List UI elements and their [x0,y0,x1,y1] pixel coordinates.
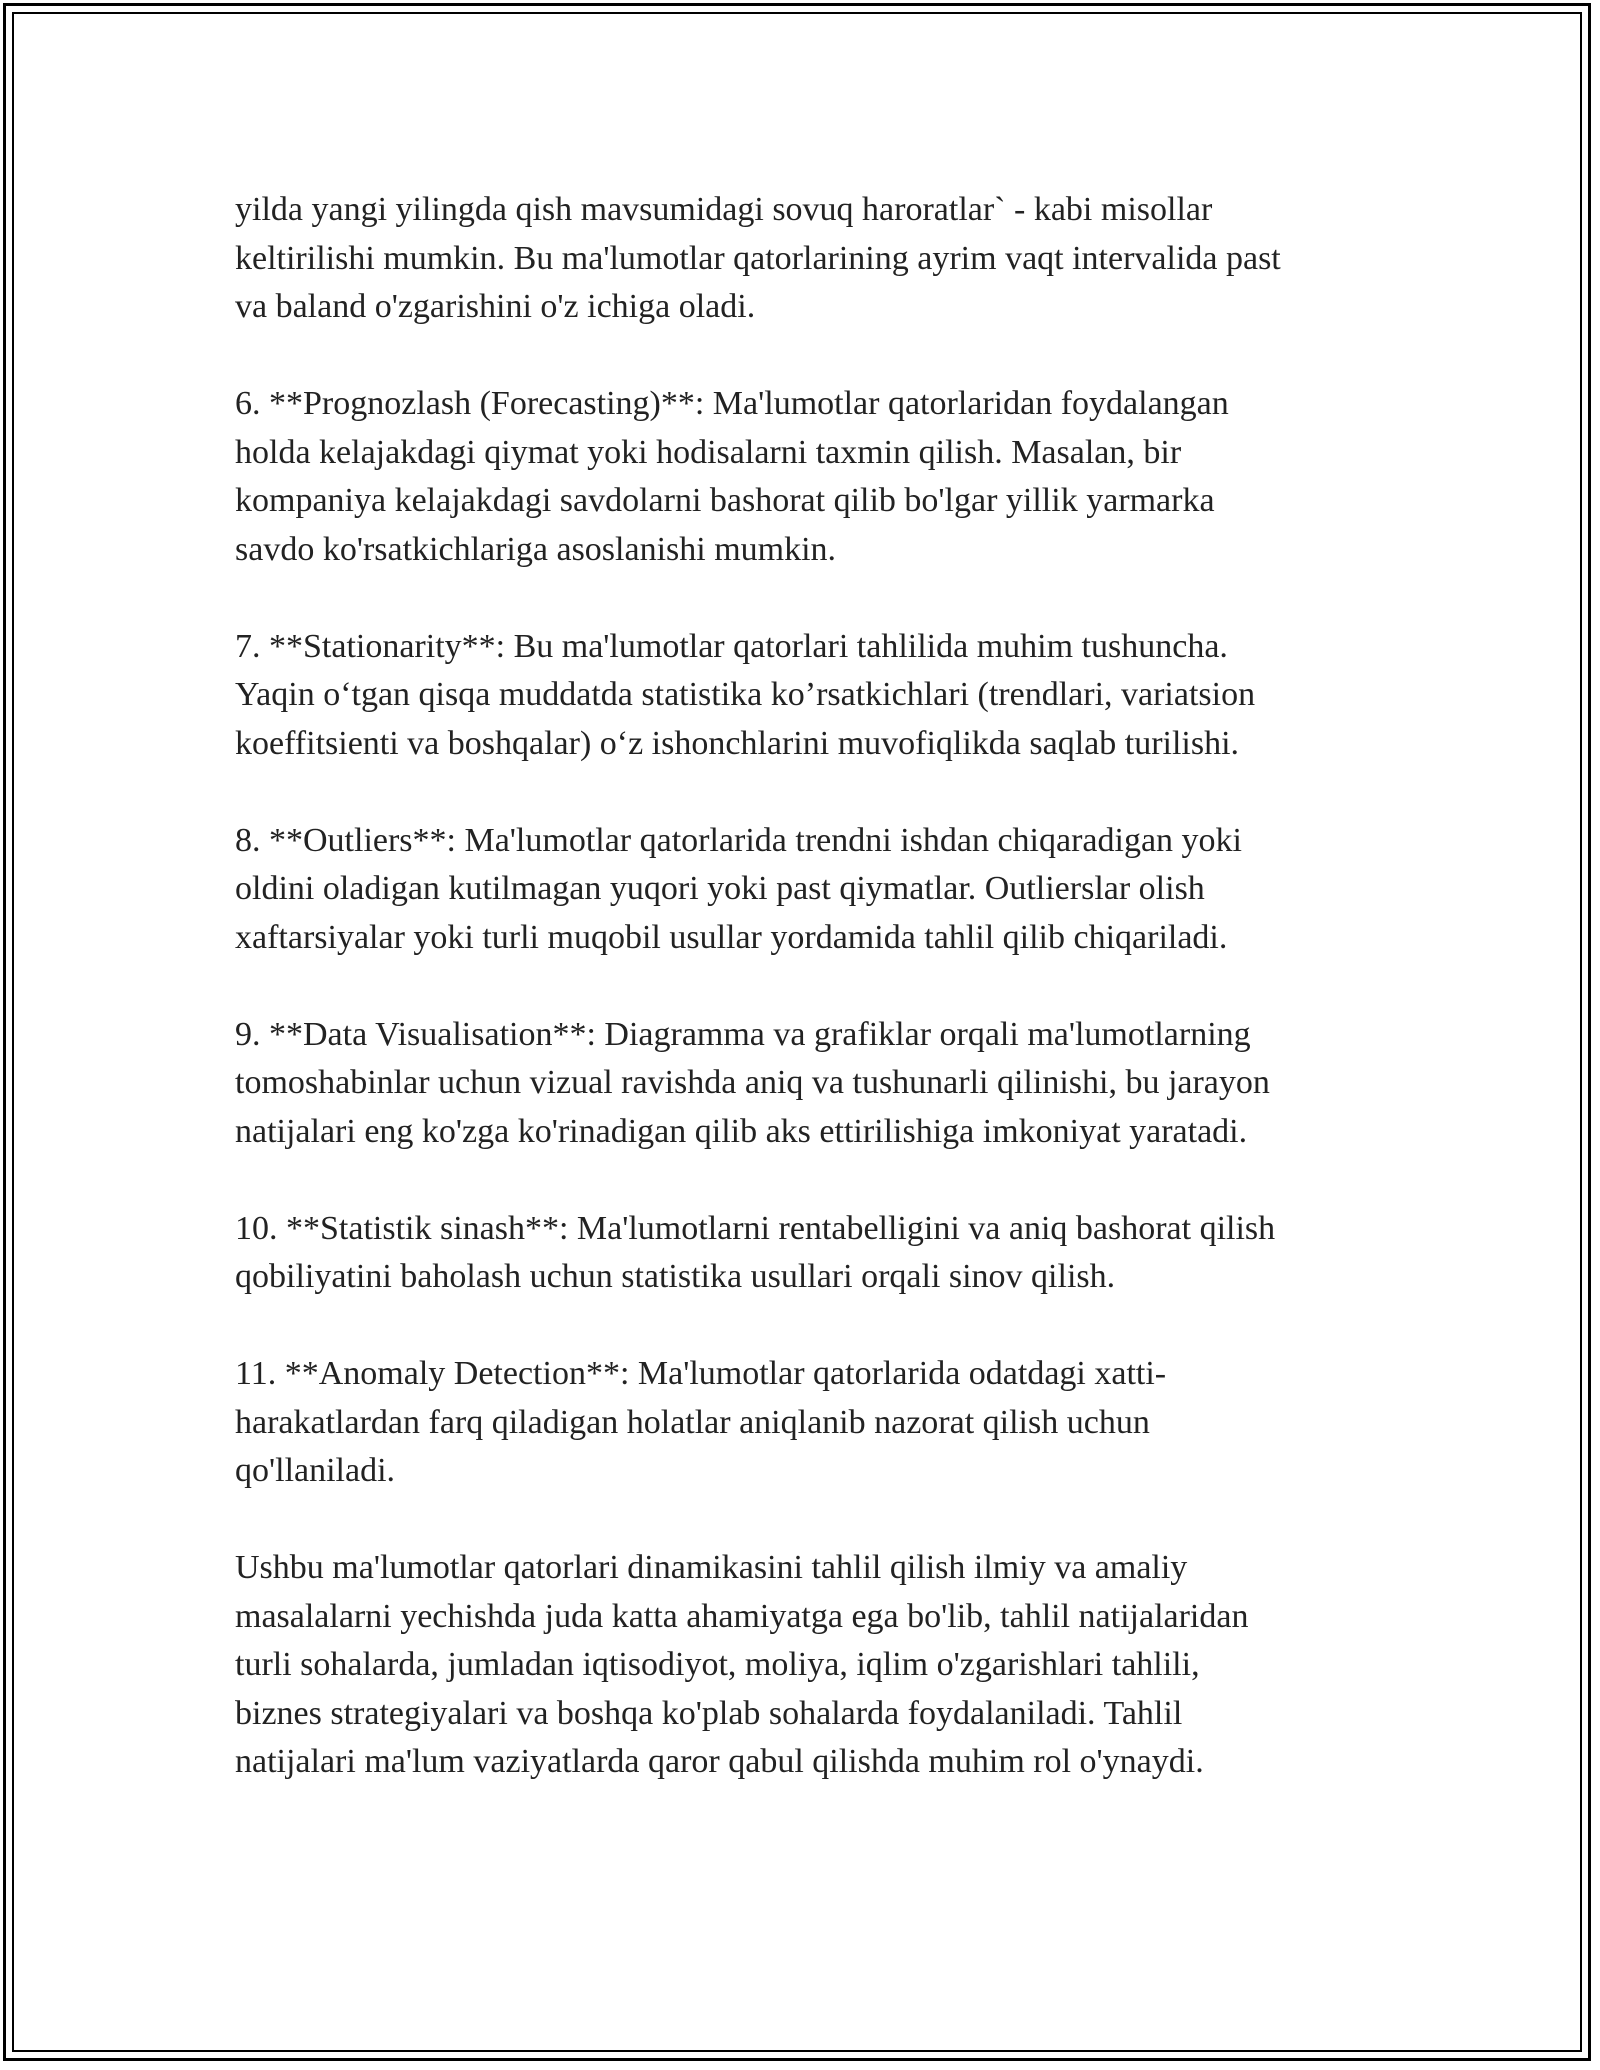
text-line: yilda yangi yilingda qish mavsumidagi sovuq haroratlar` - kabi misollar [235,191,1213,228]
paragraph-conclusion [235,1544,1395,1787]
text-line: tomoshabinlar uchun vizual ravishda aniq va tushunarli qilinishi, bu jarayon [235,1064,1270,1101]
text-line: koeffitsienti va boshqalar) o‘z ishonchlarini muvofiqlikda saqlab turilishi. [235,724,1240,762]
text-line: kompaniya kelajakdagi savdolarni bashorat qilib bo'lgar yillik yarmarka [235,482,1215,519]
paragraph-item-6-forecasting [235,380,1395,574]
text-line: harakatlardan farq qiladigan holatlar aniqlanib nazorat qilish uchun [235,1403,1150,1441]
text-line: savdo ko'rsatkichlariga asoslanishi mumkin. [235,530,837,568]
paragraph-intro-continuation [235,186,1395,332]
text-line: biznes strategiyalari va boshqa ko'plab sohalarda foydalaniladi. Tahlil [235,1694,1183,1732]
text-line: turli sohalarda, jumladan iqtisodiyot, moliya, iqlim o'zgarishlari tahlili, [235,1646,1200,1683]
text-line: keltirilishi mumkin. Bu ma'lumotlar qatorlarining ayrim vaqt intervalida past [235,239,1281,277]
text-line: 7. **Stationarity**: Bu ma'lumotlar qatorlari tahlilida muhim tushuncha. [235,627,1228,665]
paragraph-item-9-data-visualisation [235,1011,1395,1157]
text-line: 10. **Statistik sinash**: Ma'lumotlarni rentabelligini va aniq bashorat qilish [235,1209,1276,1247]
text-line: Yaqin o‘tgan qisqa muddatda statistika ko’rsatkichlari (trendlari, variatsion [235,676,1256,713]
text-line: masalalarni yechishda juda katta ahamiyatga ega bo'lib, tahlil natijalaridan [235,1597,1249,1635]
paragraph-item-10-statistik-sinash [235,1205,1395,1302]
text-line: natijalari eng ko'zga ko'rinadigan qilib aks ettirilishiga imkoniyat yaratadi. [235,1112,1248,1150]
text-line: 11. **Anomaly Detection**: Ma'lumotlar qatorlarida odatdagi xatti- [235,1355,1167,1392]
text-line: Ushbu ma'lumotlar qatorlari dinamikasini tahlil qilish ilmiy va amaliy [235,1549,1188,1586]
text-line: 8. **Outliers**: Ma'lumotlar qatorlarida trendni ishdan chiqaradigan yoki [235,821,1242,859]
text-line: va baland o'zgarishini o'z ichiga oladi. [235,288,756,325]
text-line: oldini oladigan kutilmagan yuqori yoki past qiymatlar. Outlierslar olish [235,870,1205,907]
text-line: 9. **Data Visualisation**: Diagramma va grafiklar orqali ma'lumotlarning [235,1015,1251,1053]
text-line: qobiliyatini baholash uchun statistika usullari orqali sinov qilish. [235,1258,1116,1295]
text-line: 6. **Prognozlash (Forecasting)**: Ma'lumotlar qatorlaridan foydalangan [235,385,1229,422]
paragraph-item-11-anomaly-detection [235,1350,1395,1496]
text-line: xaftarsiyalar yoki turli muqobil usullar yordamida tahlil qilib chiqariladi. [235,918,1228,956]
text-line: qo'llaniladi. [235,1452,396,1489]
document-body [235,186,1395,1835]
paragraph-item-8-outliers [235,817,1395,963]
text-line: natijalari ma'lum vaziyatlarda qaror qabul qilishda muhim rol o'ynaydi. [235,1743,1204,1780]
paragraph-item-7-stationarity [235,623,1395,769]
text-line: holda kelajakdagi qiymat yoki hodisalarni taxmin qilish. Masalan, bir [235,433,1182,471]
